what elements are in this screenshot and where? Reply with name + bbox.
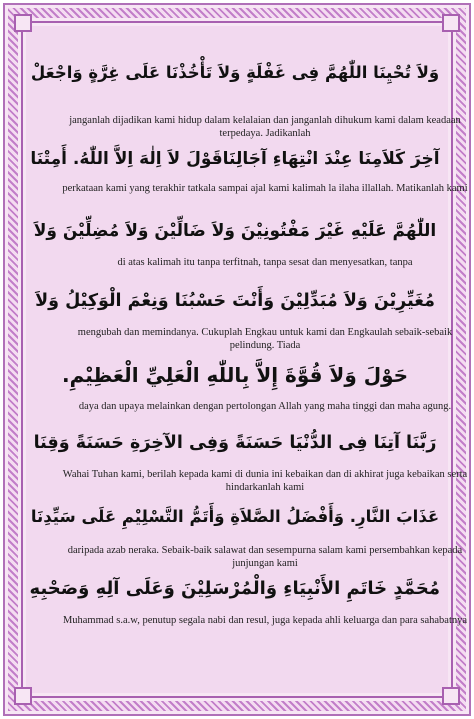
verse-translation: janganlah dijadikan kami hidup dalam kelalaian dan janganlah dihukum kami dalam keadaan terpedaya. Jadikanlah (69, 115, 461, 139)
verse-arabic: رَبَّنَا آتِنَا فِى الدُّنْيَا حَسَنَةً وَفِى الآخِرَةِ حَسَنَةً وَقِنَا (33, 433, 437, 453)
corner-ornament-top-right (442, 14, 460, 32)
verse-arabic: عَذَابَ النَّارِ. وَأَفْضَلُ الصَّلاَةِ وَأَتَمُّ التَّسْلِيْمِ عَلَى سَيِّدِنَا (30, 507, 440, 526)
corner-ornament-top-left (14, 14, 32, 32)
verse-arabic: آخِرَ كَلاَمِنَا عِنْدَ انْتِهَاءِ آجَالِنَاقَوْلَ لاَ اِلٰهَ اِلاَّ اللّٰهُ. أَمِتْنَا (30, 149, 440, 169)
verse-arabic: اللّٰهُمَّ عَلَيْهِ غَيْرَ مَفْتُونِيْنَ وَلاَ ضَالِّيْنَ وَلاَ مُضِلِّيْنَ وَلاَ (33, 221, 437, 241)
prayer-content (29, 60, 468, 700)
verse-arabic: مُحَمَّدٍ خَاتَمِ الأَنْبِيَاءِ وَالْمُرْسَلِيْنَ وَعَلَى آلِهِ وَصَحْبِهِ (29, 578, 440, 599)
corner-ornament-bottom-right (442, 687, 460, 705)
verse-translation: di atas kalimah itu tanpa terfitnah, tanpa sesat dan menyesatkan, tanpa (117, 257, 413, 268)
verse-translation: mengubah dan memindanya. Cukuplah Engkau untuk kami dan Engkaulah sebaik-sebaik pelindung. Tiada (77, 327, 453, 351)
verse-translation: daripada azab neraka. Sebaik-baik salawat dan sesempurna salam kami persembahkan kepada junjungan kami (67, 545, 463, 569)
verse-translation: Muhammad s.a.w, penutup segala nabi dan resul, juga kepada ahli keluarga dan para sahabatnya (62, 615, 468, 626)
verse-translation: Wahai Tuhan kami, berilah kepada kami di dunia ini kebaikan dan di akhirat juga kebaikan serta hindarkanlah kami (62, 469, 468, 493)
verse-arabic: مُغَيِّرِيْنَ وَلاَ مُبَدِّلِيْنَ وَأَنْتَ حَسْبُنَا وَنِعْمَ الْوَكِيْلُ وَلاَ (35, 291, 435, 311)
verse-arabic: حَوْلَ وَلاَ قُوَّةَ إِلاَّ بِاللّٰهِ الْعَلِيِّ الْعَظِيْمِ. (61, 363, 409, 387)
verse-translation: perkataan kami yang terakhir tatkala sampai ajal kami kalimah la ilaha illallah. Matikanlah kami (62, 183, 468, 194)
verse-translation: daya dan upaya melainkan dengan pertolongan Allah yang maha tinggi dan maha agung. (78, 401, 452, 412)
verse-arabic: وَلاَ تُحْيِنَا اللّٰهُمَّ فِى غَفْلَةٍ وَلاَ تَأْخُذْنَا عَلَى غِرَّةٍ وَاجْعَلْ (30, 63, 440, 82)
